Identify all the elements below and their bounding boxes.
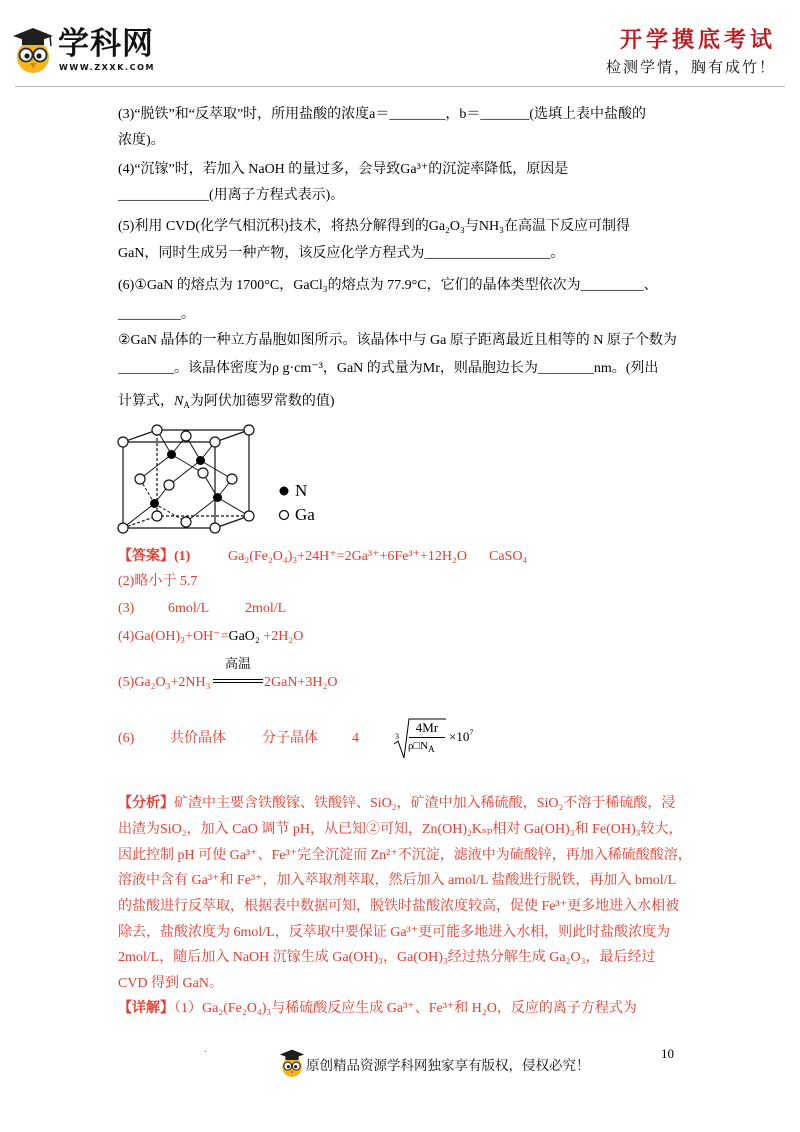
fraction-bar [409,737,445,738]
answer-4-ion: GaO₂ [228,629,260,644]
header-divider [15,86,785,87]
legend-n-marker [278,485,290,497]
question-line: GaN，同时生成另一种产物，该反应化学方程式为__________________。 [118,246,565,261]
analysis-line: 因此控制 pH 可使 Ga³⁺、Fe³⁺完全沉淀而 Zn²⁺不沉淀，滤液中为硫酸锌，再加入稀硫酸酸溶， [118,848,692,863]
mascot-cap-tassel [50,36,51,46]
analysis-text: 矿渣中主要含铁酸镓、铁酸锌、SiO₂，矿渣中加入稀硫酸，SiO₂不溶于稀硫酸，浸 [174,796,676,811]
answer-5-condition: 高温 [224,656,251,671]
ga-atom [152,425,162,435]
question-line: ________。该晶体密度为ρ g·cm⁻³，GaN 的式量为Mr，则晶胞边长为________nm。(列出 [118,361,659,376]
answer-3-a: 6mol/L [168,601,210,616]
question-line: _________。 [118,307,195,322]
analysis-line: 的盐酸进行反萃取，根据表中数据可知，脱铁时盐酸浓度较高，促使 Fe³⁺更多地进入水相被 [118,899,680,914]
fraction-numerator: 4Mr [415,720,439,735]
ga-atom [118,523,128,533]
answer-1-precipitate: CaSO₄ [489,549,528,564]
ga-atom [227,474,237,484]
page-number: 10 [661,1046,674,1061]
legend-ga-marker [278,509,290,521]
footer-dot: . [204,1044,207,1055]
answer-3-label: (3) [118,601,135,616]
bond-line [140,455,172,480]
ga-atom [152,511,162,521]
n-atom [196,456,205,465]
answer-5-right: 2GaN+3H₂O [264,675,338,690]
analysis-line-first [118,794,675,814]
analysis-line: 出渣为SiO₂，加入 CaO 调节 pH，从已知②可知，Zn(OH)₂Kₛₚ相对 Ga(OH)₃和 Fe(OH)₃较大， [118,822,683,837]
question-line: (5)利用 CVD(化学气相沉积)技术，将热分解得到的Ga₂O₃与NH₃在高温下反应可制得 [118,219,631,234]
detail-text: （1）Ga₂(Fe₂O₄)₃与稀硫酸反应生成 Ga³⁺、Fe³⁺和 H₂O，反应的离子方程式为 [174,1001,637,1016]
avogadro-symbol: N [174,394,184,409]
answer-label: 【答案】(1) [118,549,191,564]
answer-3-b: 2mol/L [245,601,287,616]
logo-url-text: WWW.ZXXK.COM [59,63,156,72]
ga-atom [244,511,254,521]
answer-6-count: 4 [352,731,359,746]
logo-text: 学科网 [58,26,154,62]
bond-line [169,461,201,486]
question-line: (6)①GaN 的熔点为 1700°C，GaCl₃的熔点为 77.9°C，它们的晶体类型依次为_________、 [118,278,658,293]
footer-copyright: 原创精品资源学科网独家享有版权，侵权必究！ [306,1058,590,1074]
ga-atom [210,523,220,533]
answer-1-equation: Ga₂(Fe₂O₄)₃+24H⁺=2Ga³⁺+6Fe³⁺+12H₂O [228,549,467,564]
n-atom [213,493,222,502]
header-slogan: 检测学情，胸有成竹！ [606,58,777,76]
fraction-denominator [408,740,435,753]
logo-mascot-icon [10,24,56,76]
question-line-post: 为阿伏加德罗常数的值) [189,394,335,409]
answer-2: (2)略小于 5.7 [118,574,198,589]
answer-4-left: (4)Ga(OH)₃+OH⁻= [118,629,229,644]
ga-atom [181,431,191,441]
answer-6-label: (6) [118,731,135,746]
analysis-label: 【分析】 [118,796,174,811]
detail-line [118,999,637,1019]
legend-n-label: N [295,481,308,500]
ga-atom [164,480,174,490]
question-line: (4)“沉镓”时，若加入 NaOH 的量过多，会导致Ga³⁺的沉淀率降低，原因是 [118,162,569,177]
question-line: (3)“脱铁”和“反萃取”时，所用盐酸的浓度a＝________，b＝_______(选填上表中盐酸的 [118,107,647,122]
factor-text: ×10 [449,729,470,744]
question-line: _____________(用离子方程式表示)。 [118,188,345,203]
denominator-subscript: A [428,744,435,754]
detail-label: 【详解】 [118,1001,174,1016]
mascot-pupil-right [36,53,41,58]
analysis-line: 2mol/L，随后加入 NaOH 沉镓生成 Ga(OH)₃，Ga(OH)₃经过热分解生成 Ga₂O₃，最后经过 [118,950,656,965]
ga-atom [118,437,128,447]
answer-6-type-2: 分子晶体 [262,731,318,746]
denominator-text: ρ□N [408,740,429,752]
analysis-line: 除去，盐酸浓度为 6mol/L，反萃取中要保证 Ga³⁺更可能多地进入水相，则此时盐酸浓度为 [118,925,671,940]
avogadro-subscript: A [183,400,190,410]
radical-index: 3 [395,732,399,741]
answer-6-type-1: 共价晶体 [170,731,226,746]
mascot-cap-base [22,37,44,45]
exam-title: 开学摸底考试 [620,27,777,53]
ga-atom [181,517,191,527]
legend-ga-label: Ga [295,505,315,524]
question-line-last [118,392,335,412]
question-line: 浓度)。 [118,133,165,148]
question-line-pre: 计算式， [118,394,174,409]
ga-atom [198,468,208,478]
bond-line [123,504,155,529]
footer-mascot-icon [278,1047,306,1079]
answer-5-left: (5)Ga₂O₃+2NH₃ [118,675,211,690]
power-factor [449,729,473,745]
analysis-line: CVD 得到 GaN。 [118,976,223,991]
bond-line [186,498,218,523]
answer-4 [118,627,303,647]
answer-6-cell-edge-formula [393,716,477,762]
answer-5-equals-double-line [213,679,263,683]
question-line: ②GaN 晶体的一种立方晶胞如图所示。该晶体中与 Ga 原子距离最近且相等的 N 原子个数为 [118,333,677,348]
factor-exponent: 7 [469,728,474,737]
analysis-line: 溶液中含有 Ga³⁺和 Fe³⁺，加入萃取剂萃取，然后加入 amol/L 盐酸进行脱铁，再加入 bmol/L [118,873,677,888]
answer-4-right: +2H₂O [259,629,304,644]
n-atom [167,450,176,459]
mascot-pupil-left [24,53,29,58]
ga-atom [210,437,220,447]
crystal-cell-diagram [110,420,260,545]
ga-atom [135,474,145,484]
n-atom [150,499,159,508]
ga-atom [244,425,254,435]
